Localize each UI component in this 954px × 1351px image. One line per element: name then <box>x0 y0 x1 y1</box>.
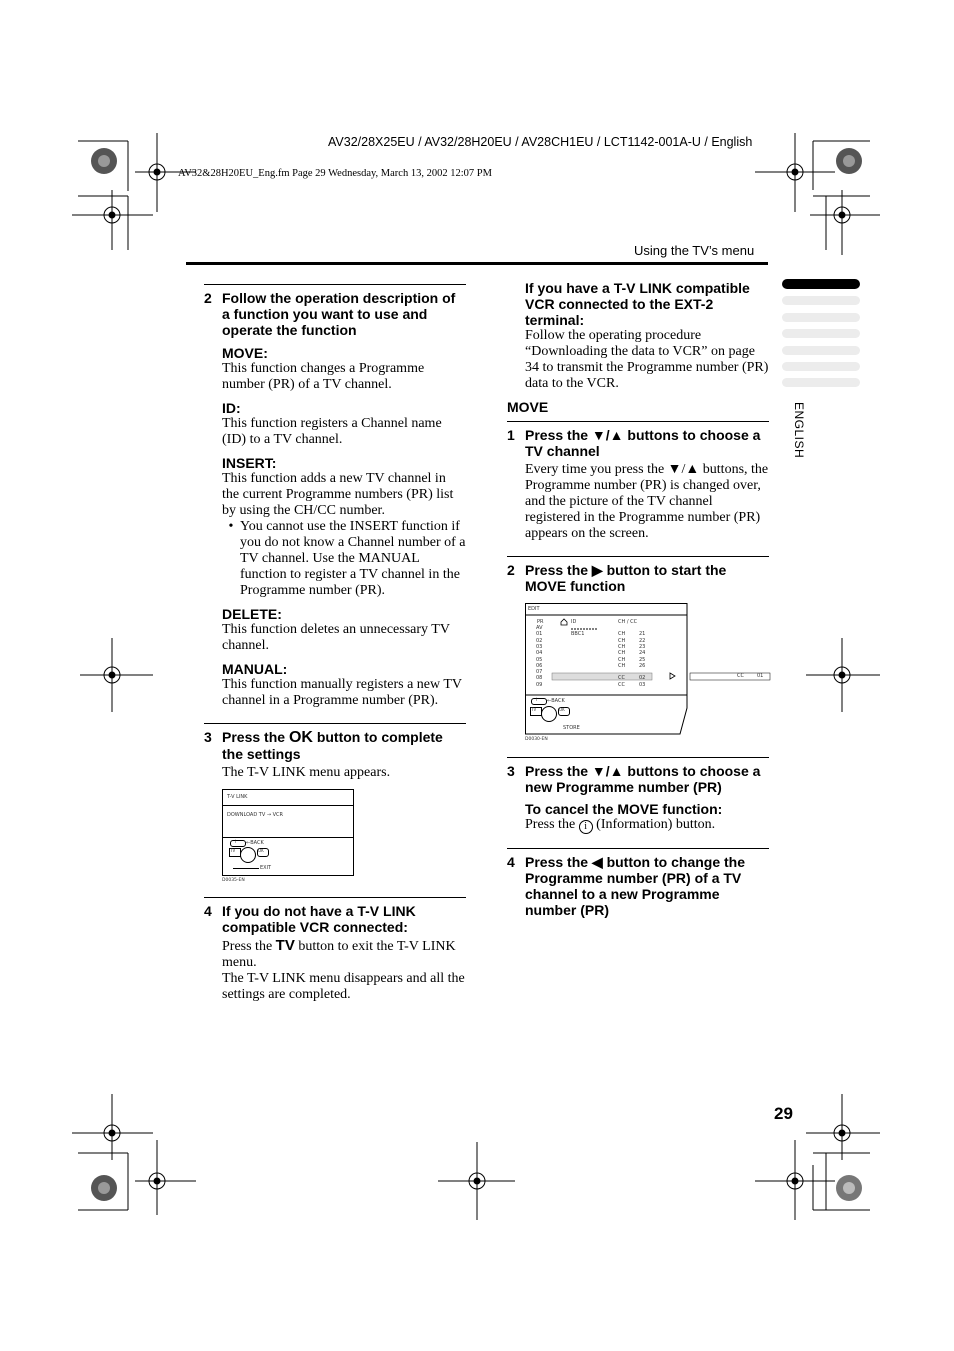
edit-cell-ch: CH <box>618 662 626 669</box>
step-4-left <box>204 897 466 1003</box>
step-title: Press the ◀ button to change the Programme number (PR) of a TV channel to a new Programme number (PR) <box>525 854 746 918</box>
edit-cell-pr: 07 <box>536 669 543 676</box>
section-title: Using the TV’s menu <box>634 243 755 258</box>
page-number: 29 <box>774 1104 793 1123</box>
step-number: 2 <box>204 290 212 306</box>
step-3-right <box>507 757 769 834</box>
model-line: AV32/28X25EU / AV32/28H20EU / AV28CH1EU / LCT1142-001A-U / English <box>328 135 753 149</box>
edit-row <box>525 675 687 681</box>
step-text-2: The T-V LINK menu disappears and all the settings are completed. <box>222 971 465 1002</box>
step-2-left <box>204 284 466 709</box>
step-title: Press the ▼/▲ buttons to choose a TV channel <box>525 427 761 459</box>
dpad-icon <box>240 847 256 863</box>
col-chcc: CH / CC <box>618 619 638 625</box>
edit-cell-pr: 03 <box>536 643 543 650</box>
edit-cell-pr: AV <box>536 625 543 631</box>
edit-cell-num: 22 <box>639 637 646 644</box>
step-title: Press the ▶ button to start the MOVE function <box>525 562 727 594</box>
edit-cell-num: 23 <box>639 643 646 650</box>
tvlink-intro <box>525 280 769 392</box>
edit-cell-pr: 04 <box>536 650 543 657</box>
step-1-right <box>507 421 769 542</box>
side-tab <box>782 296 860 305</box>
edit-cell-id: BBC1 <box>571 631 585 638</box>
edit-cell-ch: CH <box>618 631 626 638</box>
side-tab <box>782 346 860 355</box>
step-number: 2 <box>507 562 515 578</box>
manual-text: This function manually registers a new TV channel in a Programme number (PR). <box>222 677 462 708</box>
edit-cell-ch: CH <box>618 637 626 644</box>
col-pr: PR <box>537 619 544 625</box>
back-label: ←BACK <box>246 840 264 846</box>
edit-cell-ch: CC <box>618 675 625 682</box>
edit-cell-num: 25 <box>639 656 646 663</box>
file-info-line: AV32&28H20EU_Eng.fm Page 29 Wednesday, March 13, 2002 12:07 PM <box>178 168 492 179</box>
side-tab <box>782 329 860 338</box>
delete-text: This function deletes an unnecessary TV channel. <box>222 622 450 653</box>
figure-code: D0030-EN <box>525 737 548 742</box>
edit-row <box>525 669 687 675</box>
step-4-right <box>507 848 769 918</box>
edit-cell-pr: 08 <box>536 675 543 682</box>
left-column <box>204 284 466 1017</box>
intro-title: If you have a T-V LINK compatible VCR connected to the EXT-2 terminal: <box>525 280 750 328</box>
language-tab-label: ENGLISH <box>792 402 806 459</box>
step-number: 4 <box>507 854 515 870</box>
back-label: ←BACK <box>547 698 565 704</box>
move-heading: MOVE <box>507 399 549 415</box>
edit-row <box>525 631 687 637</box>
insert-bullet: • You cannot use the INSERT function if you do not know a Channel number of a TV channel. Use the MANUAL function to register a TV channel in the Programme number (PR). <box>228 519 466 598</box>
moving-ch: CC <box>737 673 744 679</box>
insert-label: INSERT: <box>222 455 277 471</box>
edit-cell-num: 02 <box>639 675 646 682</box>
edit-cell-num: 03 <box>639 681 646 688</box>
side-tab-active <box>782 279 860 289</box>
step-title: If you do not have a T-V LINK compatible VCR connected: <box>222 903 416 935</box>
edit-row <box>525 625 687 631</box>
manual-label: MANUAL: <box>222 661 288 677</box>
side-tab <box>782 313 860 322</box>
edit-cell-pr: 05 <box>536 656 543 663</box>
step-title: Press the OK button to complete the settings <box>222 729 443 762</box>
edit-title: EDIT <box>528 606 540 612</box>
col-id: ID <box>571 619 577 625</box>
edit-cell-ch: CH <box>618 656 626 663</box>
side-tab <box>782 362 860 371</box>
id-text: This function registers a Channel name (ID) to a TV channel. <box>222 416 442 447</box>
edit-cell-ch: CH <box>618 650 626 657</box>
intro-text: Follow the operating procedure “Downloading the data to VCR” on page 34 to transmit the Programme number (PR) data to the VCR. <box>525 328 769 391</box>
side-tab <box>782 378 860 387</box>
tv-key-glyph: TV <box>275 937 295 954</box>
edit-screen-figure: EDIT PR ID CH / CC AV 01 BBC1 CH 21 02 CH 22 03 CH 23 04 CH 24 05 CH 25 06 CH 26 07 08 CC 02 09 CC 03 CC 01 i ←BACK TV OK STORE D0030-EN <box>525 603 769 743</box>
step-3-left <box>204 723 466 883</box>
section-rule <box>186 262 768 265</box>
tvlink-screen: T-V LINK DOWNLOAD TV → VCR i ←BACK TV OK EXIT <box>222 789 354 876</box>
tvlink-row: DOWNLOAD TV → VCR <box>227 812 284 818</box>
insert-text: This function adds a new TV channel in the current Programme numbers (PR) list by using the CH/CC number. <box>222 471 454 518</box>
step-number: 4 <box>204 903 212 919</box>
tvlink-title: T-V LINK <box>227 794 248 800</box>
edit-row <box>525 682 687 688</box>
edit-row <box>525 663 687 669</box>
cancel-label: To cancel the MOVE function: <box>525 801 723 817</box>
right-column <box>507 280 769 932</box>
edit-row <box>525 657 687 663</box>
move-text: This function changes a Programme number (PR) of a TV channel. <box>222 361 425 392</box>
edit-cell-pr: 06 <box>536 662 543 669</box>
dpad-icon <box>541 706 557 722</box>
step-text: Press the TV button to exit the T-V LINK menu. <box>222 937 456 970</box>
step-number: 1 <box>507 427 515 443</box>
store-label: STORE <box>563 725 580 731</box>
edit-cell-pr: 01 <box>536 631 543 638</box>
insert-bullet-text: You cannot use the INSERT function if you do not know a Channel number of a TV channel. Use the MANUAL function to register a TV channel in the Programme number (PR). <box>240 519 466 598</box>
edit-cell-num: 24 <box>639 650 646 657</box>
info-key-icon <box>230 840 246 847</box>
step-number: 3 <box>204 729 212 745</box>
edit-cell-num: 26 <box>639 662 646 669</box>
step-text: Every time you press the ▼/▲ buttons, the Programme number (PR) is changed over, and the picture of the TV channel registered in the Programme number (PR) appears on the screen. <box>525 462 769 541</box>
exit-label: EXIT <box>260 865 272 871</box>
edit-cell-num: 21 <box>639 631 646 638</box>
figure-code: D0035-EN <box>222 878 245 883</box>
step-title: Press the ▼/▲ buttons to choose a new Programme number (PR) <box>525 763 761 795</box>
edit-cell-ch: CC <box>618 681 625 688</box>
cancel-text: Press the i (Information) button. <box>525 817 716 832</box>
delete-label: DELETE: <box>222 606 282 622</box>
edit-row <box>525 638 687 644</box>
step-number: 3 <box>507 763 515 779</box>
info-button-icon: i <box>579 820 593 834</box>
edit-cell-pr: 02 <box>536 637 543 644</box>
step-text: The T-V LINK menu appears. <box>222 765 391 780</box>
edit-row <box>525 650 687 656</box>
ok-key-glyph: OK <box>288 729 313 746</box>
edit-cell-pr: 09 <box>536 681 543 688</box>
step-title: Follow the operation description of a function you want to use and operate the function <box>222 290 456 338</box>
moving-num: 01 <box>757 673 764 679</box>
info-key-icon <box>531 698 547 705</box>
move-label: MOVE: <box>222 345 268 361</box>
edit-row <box>525 644 687 650</box>
edit-cell-ch: CH <box>618 643 626 650</box>
step-2-right <box>507 556 769 743</box>
id-label: ID: <box>222 400 241 416</box>
